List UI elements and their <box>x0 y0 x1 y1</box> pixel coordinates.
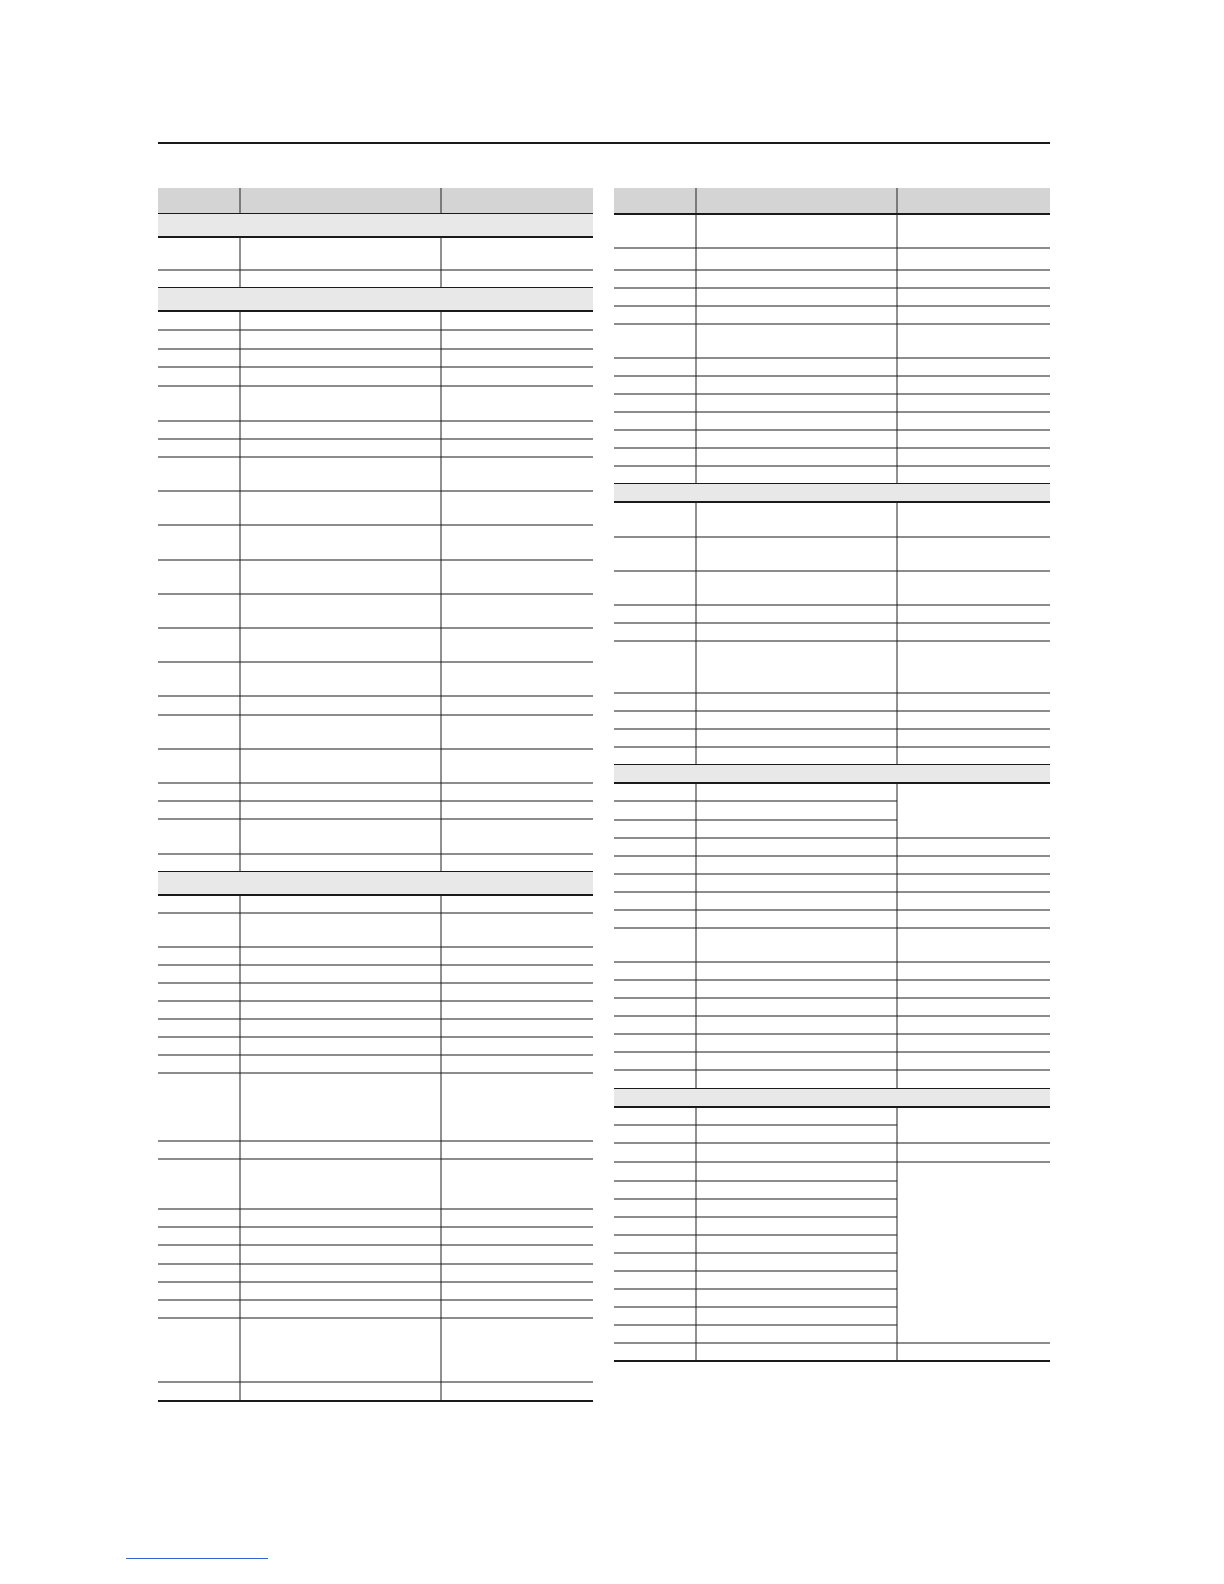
table-header-row <box>614 188 1050 214</box>
table-right-grid <box>614 188 1050 1365</box>
top-rule <box>158 142 1050 144</box>
footer-link-underline <box>126 1558 268 1559</box>
right-table <box>614 188 1050 1365</box>
section-header-row <box>614 1089 1050 1107</box>
section-header-row <box>158 214 593 237</box>
left-table <box>158 188 593 1405</box>
section-header-row <box>614 484 1050 502</box>
section-header-row <box>158 288 593 311</box>
table-header-row <box>158 188 593 214</box>
section-header-row <box>158 872 593 895</box>
table-left-grid <box>158 188 593 1405</box>
section-header-row <box>614 765 1050 783</box>
